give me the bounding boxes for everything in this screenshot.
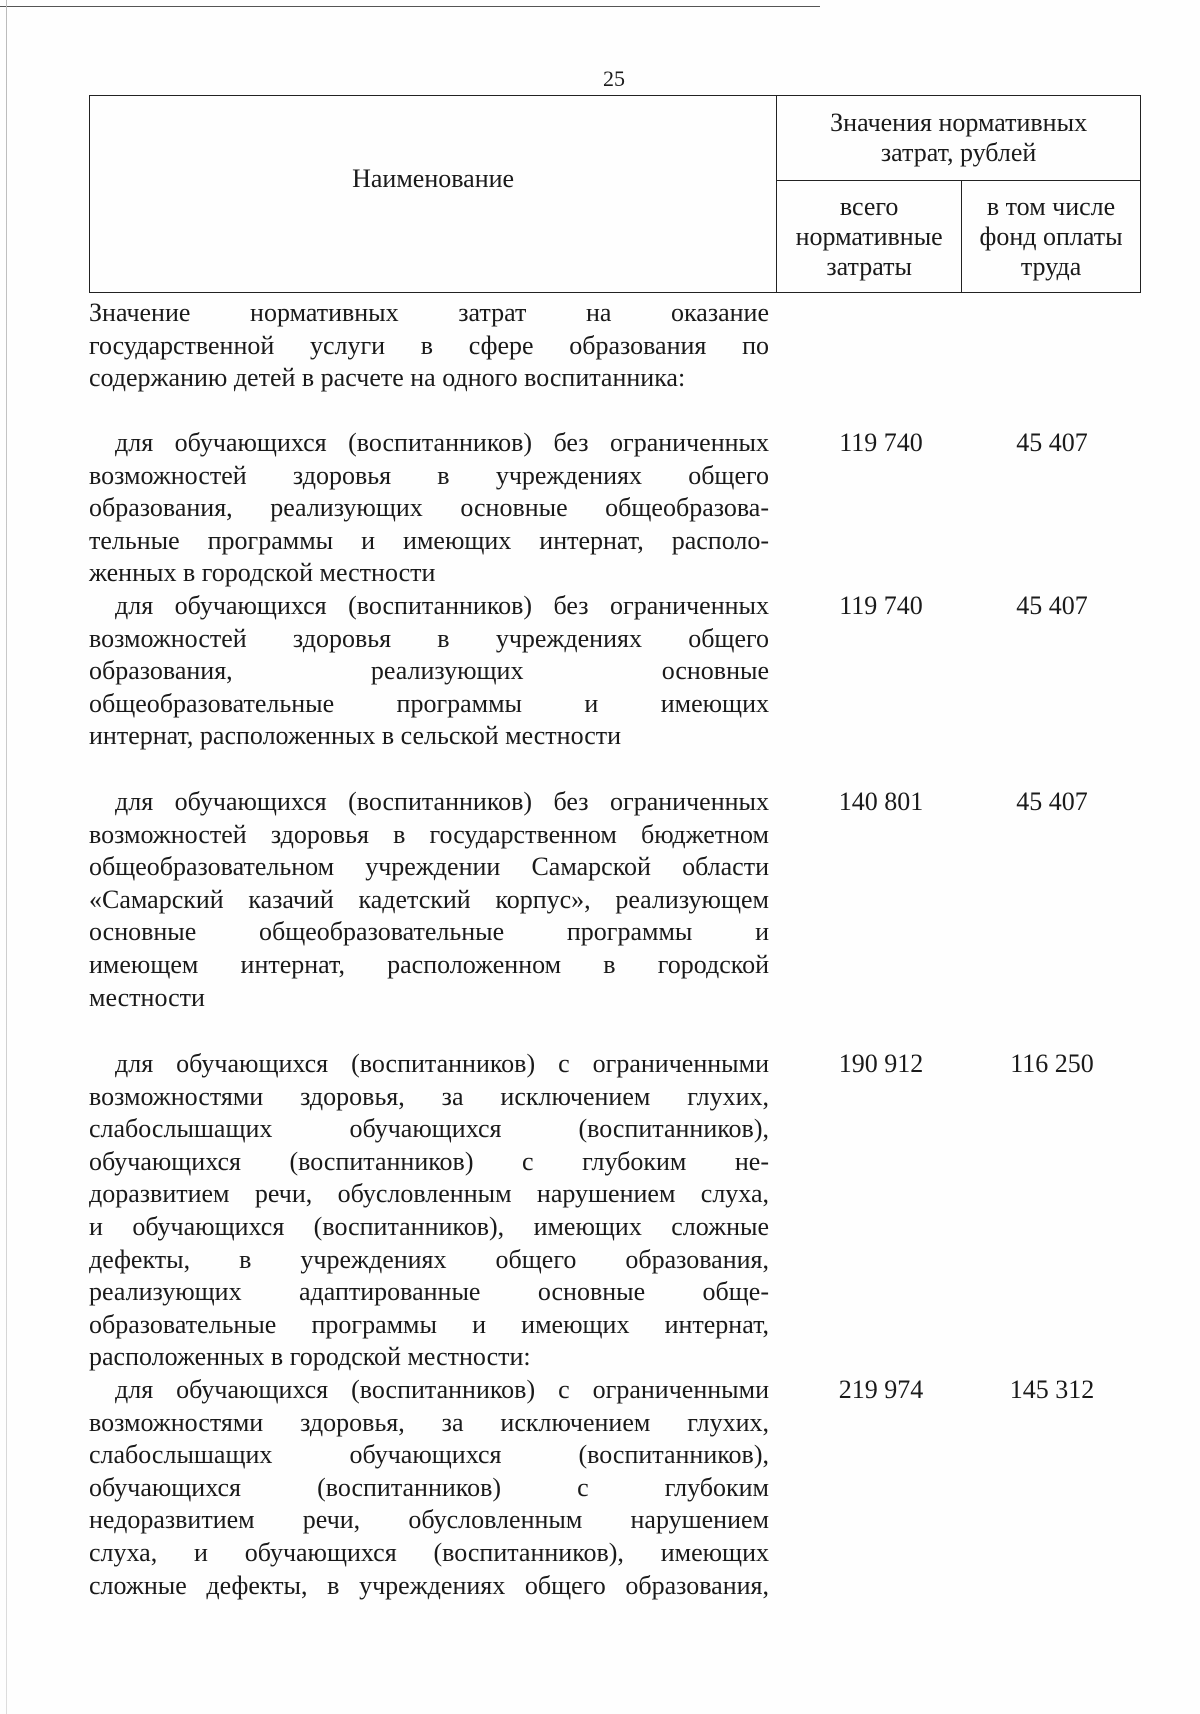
- header-total-cell: [777, 181, 962, 293]
- intro-line: государственной услуги в сфере образования по: [89, 330, 769, 360]
- row-line: для обучающихся (воспитанников) без ограниченных: [115, 428, 769, 457]
- row-wage-value: 45 407: [1016, 591, 1088, 620]
- row-line: возможностями здоровья, за исключением глухих,: [89, 1407, 769, 1437]
- page-number: 25: [603, 66, 625, 91]
- row-total-value: 190 912: [838, 1049, 924, 1078]
- row-line: для обучающихся (воспитанников) с ограниченными: [115, 1049, 769, 1078]
- scan-left-edge: [6, 0, 7, 1714]
- row-line: возможностей здоровья в государственном бюджетном: [89, 819, 769, 849]
- row-total-value: 119 740: [839, 428, 923, 457]
- row-line: общеобразовательном учреждении Самарской области: [89, 852, 769, 882]
- row-wage-value: 145 312: [1009, 1375, 1095, 1404]
- row-line: для обучающихся (воспитанников) без ограниченных: [115, 591, 769, 620]
- row-line: слабослышащих обучающихся (воспитанников),: [89, 1114, 769, 1144]
- row-line: слабослышащих обучающихся (воспитанников),: [89, 1440, 769, 1470]
- row-line: тельные программы и имеющих интернат, располо-: [89, 525, 769, 555]
- row-line: возможностей здоровья в учреждениях общего: [89, 460, 769, 490]
- row-line: местности: [89, 982, 205, 1012]
- row-line: образования, реализующих основные: [89, 656, 769, 686]
- row-line: возможностей здоровья в учреждениях общего: [89, 623, 769, 653]
- intro-line: содержанию детей в расчете на одного воспитанника:: [89, 363, 686, 393]
- row-line: и обучающихся (воспитанников), имеющих сложные: [89, 1211, 769, 1241]
- intro-text: [89, 297, 769, 395]
- row-line: обучающихся (воспитанников) с глубоким: [89, 1472, 769, 1502]
- header-total-label: всего нормативные затраты: [795, 191, 943, 281]
- row-total-value: 119 740: [839, 591, 923, 620]
- row-description: [89, 786, 769, 1014]
- row-wage-value: 45 407: [1016, 428, 1088, 457]
- row-line: женных в городской местности: [89, 558, 436, 588]
- row-line: для обучающихся (воспитанников) без ограниченных: [115, 787, 769, 816]
- header-group-cell: [777, 96, 1141, 181]
- row-line: имеющем интернат, расположенном в городской: [89, 949, 769, 979]
- table-header: [89, 95, 1141, 293]
- row-description: [89, 1048, 769, 1374]
- row-line: интернат, расположенных в сельской местности: [89, 721, 622, 751]
- row-line: доразвитием речи, обусловленным нарушением слуха,: [89, 1179, 769, 1209]
- intro-line: Значение нормативных затрат на оказание: [89, 298, 769, 327]
- row-line: для обучающихся (воспитанников) с ограниченными: [115, 1375, 769, 1404]
- row-total-value: 219 974: [838, 1375, 924, 1404]
- row-line: основные общеобразовательные программы и: [89, 917, 769, 947]
- header-wage-label: в том числе фонд оплаты труда: [979, 191, 1123, 281]
- row-wage-value: 45 407: [1016, 787, 1088, 816]
- row-line: общеобразовательные программы и имеющих: [89, 688, 769, 718]
- row-total-value: 140 801: [838, 787, 924, 816]
- row-line: расположенных в городской местности:: [89, 1342, 531, 1372]
- row-line: обучающихся (воспитанников) с глубоким не-: [89, 1146, 769, 1176]
- row-line: образования, реализующих основные общеобразова-: [89, 493, 769, 523]
- row-line: сложные дефекты, в учреждениях общего образования,: [89, 1570, 769, 1600]
- row-line: недоразвитием речи, обусловленным нарушением: [89, 1505, 769, 1535]
- row-line: реализующих адаптированные основные обще-: [89, 1277, 769, 1307]
- row-wage-value: 116 250: [1010, 1049, 1094, 1078]
- scan-top-edge: [0, 0, 820, 7]
- header-group-label: Значения нормативных затрат, рублей: [830, 108, 1088, 167]
- row-line: слуха, и обучающихся (воспитанников), имеющих: [89, 1537, 769, 1567]
- row-description: [89, 427, 769, 590]
- header-name-cell: Наименование: [90, 96, 777, 293]
- row-description: [89, 1374, 769, 1602]
- header-wage-cell: [962, 181, 1141, 293]
- row-line: образовательные программы и имеющих интернат,: [89, 1309, 769, 1339]
- row-description: [89, 590, 769, 753]
- row-line: возможностями здоровья, за исключением глухих,: [89, 1081, 769, 1111]
- row-line: дефекты, в учреждениях общего образования,: [89, 1244, 769, 1274]
- row-line: «Самарский казачий кадетский корпус», реализующем: [89, 884, 769, 914]
